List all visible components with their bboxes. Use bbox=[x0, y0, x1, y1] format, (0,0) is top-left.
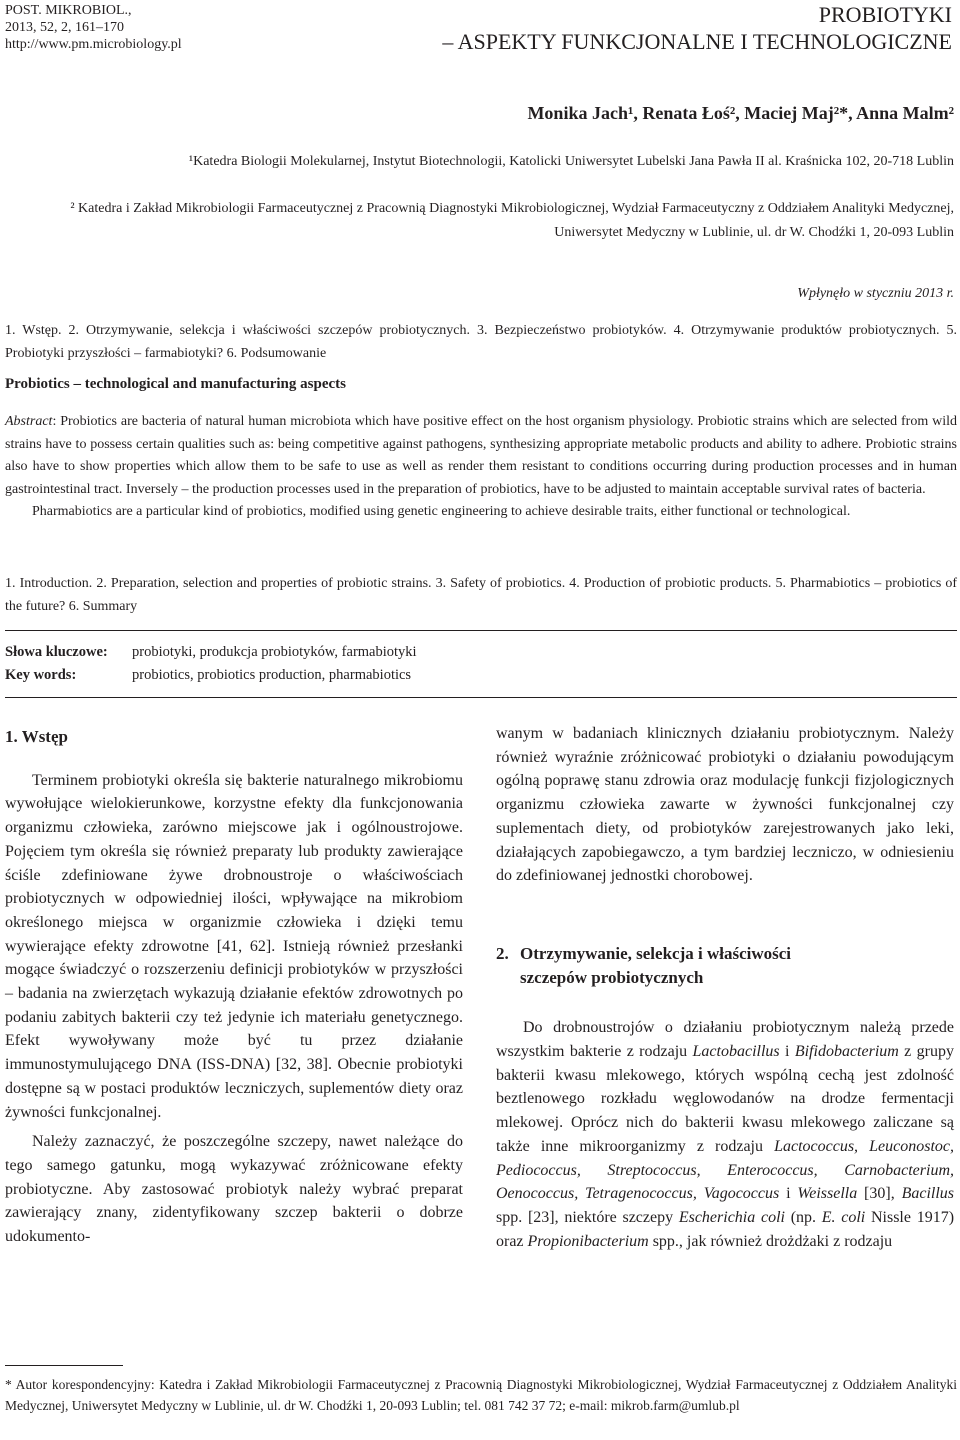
keywords-en-value: probiotics, probiotics production, pharmabiotics bbox=[132, 667, 412, 683]
abstract-label: Abstract bbox=[5, 414, 53, 429]
contents-english: 1. Introduction. 2. Preparation, selection and properties of probiotic strains. 3. Safety of probiotics. 4. Production of probiotic products. 5. Pharmabiotics – probiotics of the future? 6. Summary bbox=[5, 576, 957, 614]
section-1-paragraph-3: wanym w badaniach klinicznych działaniu probiotycznym. Należy również wyraźnie zróżnicować probiotyki o działaniu powodującym ogólną poprawę stanu zdrowia oraz modulację funkcji fizjologicznych organizmu człowieka zawarte w żywności funkcjonalnej czy suplementach diety, od probiotyków zarejestrowanych jako leki, działających zapobiegawczo, a tym bardziej leczniczo, w odniesieniu do zdefiniowanej jednostki chorobowej. bbox=[496, 725, 954, 885]
section-1-heading: 1. Wstęp bbox=[5, 727, 68, 746]
abstract-text: : Probiotics are bacteria of natural human microbiota which have positive effect on the host organism physiology. Probiotic strains which are selected from wild strains have to possess certain qualities such as: being competitive against pathogens, synthesizing appropriate metabolic products and ability to adhere. Probiotic strains also have to show properties which allow them to be safe to use as well as render them resistant to conditions occurring during production processes and in human gastrointestinal tract. Inversely – the production processes used in the preparation of probiotics, have to be adjusted to maintain acceptable survival rates of bacteria. bbox=[5, 414, 957, 497]
section-2-heading bbox=[496, 942, 954, 989]
keywords-pl-label: Słowa kluczowe: bbox=[5, 644, 108, 660]
divider bbox=[5, 697, 957, 698]
journal-issue: 2013, 52, 2, 161–170 bbox=[5, 20, 124, 35]
divider bbox=[5, 630, 957, 631]
keywords-pl-value: probiotyki, produkcja probiotyków, farmabiotyki bbox=[132, 644, 417, 660]
abstract-text-2: Pharmabiotics are a particular kind of probiotics, modified using genetic engineering to achieve desirable traits, either functional or technological. bbox=[32, 504, 851, 519]
footnote-rule bbox=[5, 1365, 123, 1366]
contents-polish: 1. Wstęp. 2. Otrzymywanie, selekcja i właściwości szczepów probiotycznych. 3. Bezpieczeństwo probiotyków. 4. Otrzymywanie produktów probiotycznych. 5. Probiotyki przyszłości – farmabiotyki? 6. Podsumowanie bbox=[5, 323, 957, 361]
keywords-polish bbox=[5, 642, 417, 662]
title-line-2: – ASPEKTY FUNKCJONALNE I TECHNOLOGICZNE bbox=[442, 29, 952, 54]
section-2-paragraph-1: Do drobnoustrojów o działaniu probiotycznym należą przede wszystkim bakterie z rodzaju Lactobacillus i Bifidobacterium z grupy bakterii kwasu mlekowego, których wspólną cechą jest zdolność beztlenowego rozkładu węglowodanów na drodze fermentacji mlekowej. Oprócz nich do bakterii kwasu mlekowego zaliczane są także inne mikroorganizmy z rodzaju Lactococcus, Leuconostoc, Pediococcus, Streptococcus, Enterococcus, Carnobacterium, Oenococcus, Tetragenococcus, Vagococcus i Weissella [30], Bacillus spp. [23], niektóre szczepy Escherichia coli (np. E. coli Nissle 1917) oraz Propionibacterium spp., jak również drożdżaki z rodzaju bbox=[496, 1019, 955, 1250]
authors: Monika Jach¹, Renata Łoś², Maciej Maj²*, Anna Malm² bbox=[527, 103, 954, 123]
journal-url[interactable]: http://www.pm.microbiology.pl bbox=[5, 37, 182, 52]
title-line-1: PROBIOTYKI bbox=[818, 2, 952, 27]
left-column bbox=[5, 725, 463, 1249]
abstract bbox=[5, 411, 957, 524]
received-date: Wpłynęło w styczniu 2013 r. bbox=[797, 286, 954, 301]
section-2-heading-line-2: szczepów probiotycznych bbox=[520, 967, 704, 987]
english-title: Probiotics – technological and manufacturing aspects bbox=[5, 376, 346, 392]
journal-name: POST. MIKROBIOL., bbox=[5, 3, 132, 18]
right-column bbox=[496, 722, 954, 1253]
section-1-paragraph-2: Należy zaznaczyć, że poszczególne szczepy, nawet należące do tego samego gatunku, mogą wykazywać zróżnicowane efekty probiotyczne. Aby zastosować probiotyk należy wybrać preparat zawierający znany, zidentyfikowany szczep bakterii o dobrze udokumento- bbox=[5, 1133, 463, 1246]
keywords-english bbox=[5, 665, 411, 685]
paper-title bbox=[442, 2, 952, 56]
section-2-number: 2. bbox=[496, 943, 509, 963]
affiliation-2: ² Katedra i Zakład Mikrobiologii Farmaceutycznej z Pracownią Diagnostyki Mikrobiologicznej, Wydział Farmaceutyczny z Oddziałem Analityki Medycznej, Uniwersytet Medyczny w Lublinie, ul. dr W. Chodźki 1, 20-093 Lublin bbox=[70, 201, 954, 240]
section-1-paragraph-1: Terminem probiotyki określa się bakterie naturalnego mikrobiomu wywołujące wielokierunkowe, korzystne efekty dla funkcjonowania organizmu człowieka, zarówno miejscowe jak i ogólnoustrojowe. Pojęciem tym określa się również preparaty lub produkty zawierające ściśle zdefiniowane żywe drobnoustroje o właściwościach probiotycznych w odpowiedniej ilości, wpływające na mikrobiom określonego miejsca w organizmie człowieka i dzięki temu wywierające efekty zdrowotne [41, 62]. Istnieją również przesłanki mogące świadczyć o rozszerzeniu definicji probiotyków w przyszłości – badania na zwierzętach wykazują działanie efektów zdrowotnych po podaniu zabitych bakterii czy też jedynie ich materiału genetycznego. Efekt wywoływany może być tu przez działanie immunostymulującego DNA (ISS-DNA) [32, 38]. Obecnie probiotyki dostępne są w postaci produktów leczniczych, suplementów diety oraz żywności funkcjonalnej. bbox=[5, 771, 463, 1121]
affiliation-1: ¹Katedra Biologii Molekularnej, Instytut Biotechnologii, Katolicki Uniwersytet Lubelski Jana Pawła II al. Kraśnicka 102, 20-718 Lublin bbox=[188, 154, 954, 169]
journal-header bbox=[5, 2, 182, 53]
keywords-en-label: Key words: bbox=[5, 667, 77, 683]
section-2-heading-line-1: Otrzymywanie, selekcja i właściwości bbox=[520, 943, 791, 963]
footnote: * Autor korespondencyjny: Katedra i Zakład Mikrobiologii Farmaceutycznej z Pracownią Diagnostyki Mikrobiologicznej, Wydział Farmaceutycznej z Oddziałem Analityki Medycznej, Uniwersytet Medyczny w Lublinie, ul. dr W. Chodźki 1, 20-093 Lublin; tel. 081 742 37 72; e-mail: mikrob.farm@umlub.pl bbox=[5, 1377, 957, 1413]
